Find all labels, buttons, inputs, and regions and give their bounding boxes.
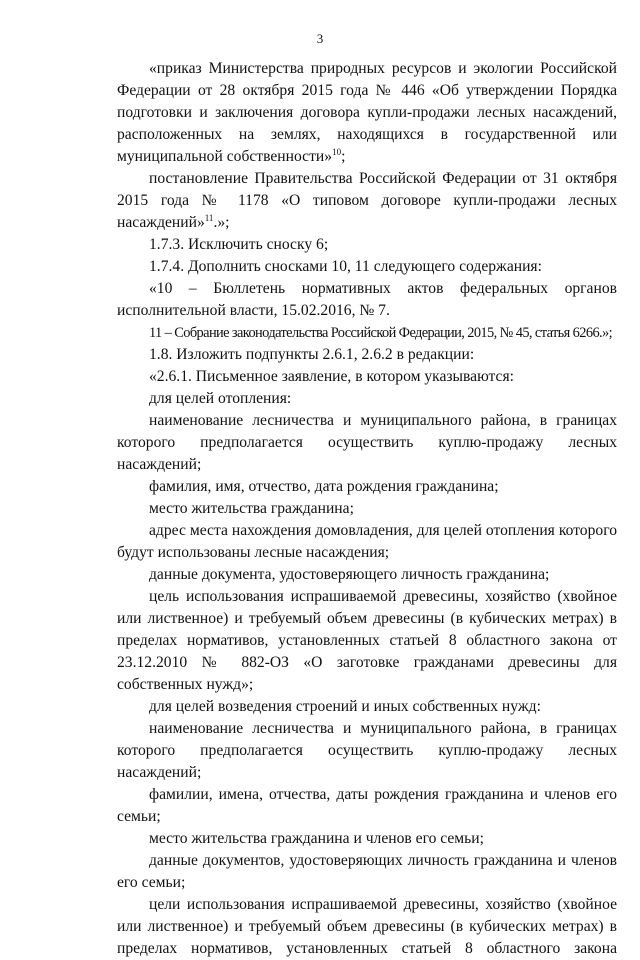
footnote-ref-10: 10 bbox=[332, 147, 342, 157]
footnote-10-text: «10 – Бюллетень нормативных актов федеральных органов исполнительной власти, 15.02.2016, № 7. bbox=[117, 280, 617, 319]
document-body bbox=[117, 58, 617, 960]
paragraph-1-8: 1.8. Изложить подпункты 2.6.1, 2.6.2 в редакции: bbox=[149, 346, 475, 363]
paragraph-1-7-4: 1.7.4. Дополнить сносками 10, 11 следующего содержания: bbox=[149, 258, 542, 275]
paragraph-order-446: «приказ Министерства природных ресурсов и экологии Российской Федерации от 28 октября 2015 года № 446 «Об утверждении Порядка подготовки и заключения договора купли-продажи лесных насаждений, расположенных на землях, находящихся в государственной или муниципальной собственности»$^{10}$; bbox=[117, 60, 617, 165]
paragraph-2-6-1: «2.6.1. Письменное заявление, в котором указываются: bbox=[149, 368, 514, 385]
subheading-heating: для целей отопления: bbox=[149, 390, 292, 407]
footnote-ref-11: 11 bbox=[204, 213, 214, 223]
paragraph-1-7-3: 1.7.3. Исключить сноску 6; bbox=[149, 236, 329, 253]
paragraph-resolution-1178: постановление Правительства Российской Федерации от 31 октября 2015 года № 1178 «О типовом договоре купли-продажи лесных насаждений»$^{11}$.»; bbox=[117, 170, 617, 231]
footnote-11-text: 11 – Собрание законодательства Российской Федерации, 2015, № 45, статья 6266.»; bbox=[149, 325, 613, 341]
item-family-residence: место жительства гражданина и членов его семьи; bbox=[149, 830, 484, 847]
item-citizen-name: фамилия, имя, отчество, дата рождения гражданина; bbox=[149, 478, 499, 495]
item-residence: место жительства гражданина; bbox=[149, 500, 354, 517]
item-wood-purpose-2: цели использования испрашиваемой древесины, хозяйство (хвойное или лиственное) и требуемый объем древесины (в кубических метрах) в пределах нормативов, установленных статьей 8 областного закона bbox=[117, 896, 617, 957]
item-household-address: адрес места нахождения домовладения, для целей отопления которого будут использованы лесные насаждения; bbox=[117, 522, 617, 561]
item-family-documents: данные документов, удостоверяющих личность гражданина и членов его семьи; bbox=[117, 852, 617, 891]
page-number: 3 bbox=[316, 31, 324, 46]
item-identity-document: данные документа, удостоверяющего личность гражданина; bbox=[149, 566, 550, 583]
item-forestry-name: наименование лесничества и муниципального района, в границах которого предполагается осуществить куплю-продажу лесных насаждений; bbox=[117, 412, 617, 473]
item-forestry-name-2: наименование лесничества и муниципального района, в границах которого предполагается осуществить куплю-продажу лесных насаждений; bbox=[117, 720, 617, 781]
item-wood-purpose: цель использования испрашиваемой древесины, хозяйство (хвойное или лиственное) и требуемый объем древесины (в кубических метрах) в пределах нормативов, установленных статьей 8 областного закона от 23.12.2010 № 882-ОЗ «О заготовке гражданами древесины для собственных нужд»; bbox=[117, 588, 617, 693]
item-family-names: фамилии, имена, отчества, даты рождения гражданина и членов его семьи; bbox=[117, 786, 617, 825]
subheading-construction: для целей возведения строений и иных собственных нужд: bbox=[149, 698, 541, 715]
